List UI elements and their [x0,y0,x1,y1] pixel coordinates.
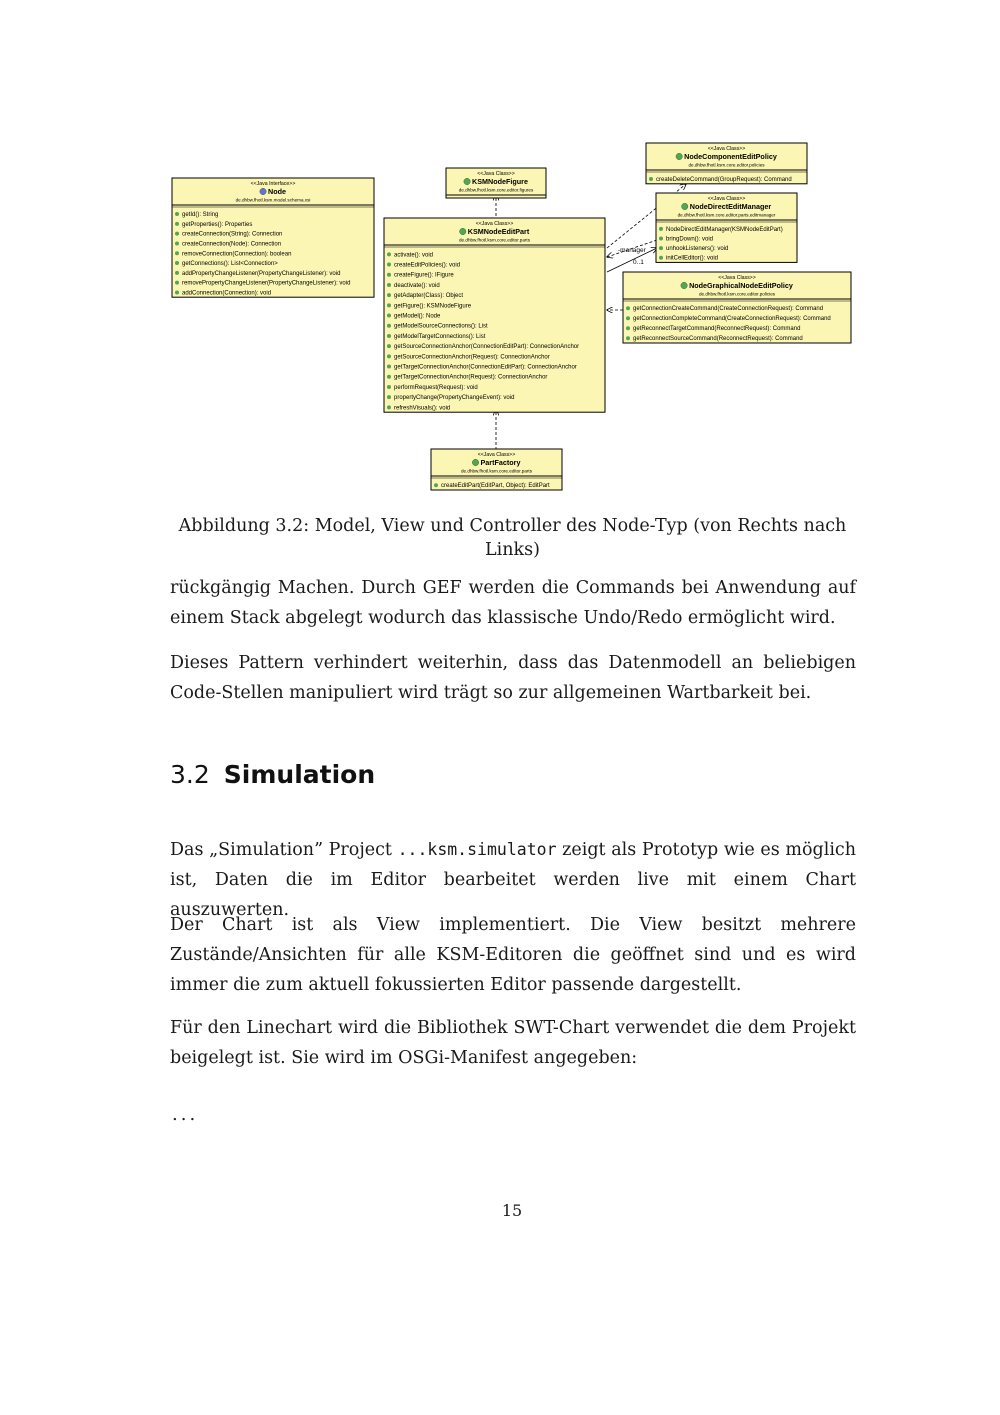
method-icon [387,314,391,318]
method-icon [387,252,391,256]
uml-class-editpart [384,218,605,412]
method-icon [175,212,179,216]
paragraph-pattern: Dieses Pattern verhindert weiterhin, dass das Datenmodell an beliebigen Code-Stellen manipuliert wird trägt so zur allgemeinen Wartbarkeit bei. [170,653,856,703]
class-package: de.dhbw.fhotl.ksm.core.editor.parts [459,237,530,243]
class-member: NodeDirectEditManager(KSMNodeEditPart) [666,226,783,233]
uml-class-node [172,178,374,297]
method-icon [175,290,179,294]
class-member: getModelSourceConnections(): List [394,323,488,330]
class-member: createConnection(Node): Connection [182,241,282,248]
uml-class-graphPolicy [623,272,851,343]
paragraph-swt-chart: Für den Linechart wird die Bibliothek SWT-Chart verwendet die dem Projekt beigelegt ist. Sie wird im OSGi-Manifest angegeben: [170,1018,856,1068]
class-icon [460,228,466,234]
class-stereotype: <<Java Class>> [477,452,516,458]
method-icon [626,336,630,340]
class-member: getAdapter(Class): Object [394,293,464,300]
class-member: getSourceConnectionAnchor(Request): ConnectionAnchor [394,354,550,361]
class-member: createConnection(String): Connection [182,231,283,238]
class-member: getReconnectSourceCommand(ReconnectRequest): Command [633,336,803,343]
method-icon [175,271,179,275]
class-name: KSMNodeEditPart [467,227,530,236]
class-icon [472,459,478,465]
method-icon [626,306,630,310]
class-icon [464,178,470,184]
class-stereotype: <<Java Class>> [707,196,746,202]
section-heading [170,760,375,789]
class-member: performRequest(Request): void [394,384,478,391]
method-icon [387,385,391,389]
method-icon [387,365,391,369]
association-multiplicity: 0..1 [633,259,644,266]
class-member: getTargetConnectionAnchor(Request): ConnectionAnchor [394,374,548,381]
paragraph-chart-view: Der Chart ist als View implementiert. Die View besitzt mehrere Zustände/Ansichten für alle KSM-Editoren die geöffnet sind und es wird immer die zum aktuell fokussierten Editor passende dargestellt. [170,915,856,995]
method-icon [387,344,391,348]
class-member: unhookListeners(): void [666,246,729,253]
page-number: 15 [501,1201,523,1220]
method-icon [387,273,391,277]
method-icon [387,354,391,358]
class-member: getFigure(): KSMNodeFigure [394,303,472,310]
uml-class-diagram [170,140,855,492]
paragraph-simulation-text-before: Das „Simulation” Project [170,840,398,860]
class-member: createFigure(): IFigure [394,272,454,279]
class-name: NodeComponentEditPolicy [684,152,777,161]
class-icon [676,153,682,159]
method-icon [626,326,630,330]
method-icon [387,263,391,267]
class-member: deactivate(): void [394,282,440,289]
method-icon [175,241,179,245]
method-icon [387,324,391,328]
class-name: PartFactory [480,458,521,467]
uml-class-compPolicy [646,143,807,184]
class-member: removePropertyChangeListener(PropertyChangeListener): void [182,280,351,287]
class-member: createDeleteCommand(GroupRequest): Command [656,177,792,184]
method-icon [175,232,179,236]
method-icon [387,375,391,379]
class-member: getProperties(): Properties [182,221,253,228]
class-member: initCellEditor(): void [666,255,719,262]
method-icon [626,316,630,320]
uml-classes [172,143,851,490]
uml-class-directEdit [656,193,797,262]
method-icon [387,334,391,338]
class-package: de.dhbw.fhotl.ksm.core.editor.parts.editmanager [677,212,776,218]
class-member: getModelTargetConnections(): List [394,333,486,340]
paragraph-undo-redo: rückgängig Machen. Durch GEF werden die Commands bei Anwendung auf einem Stack abgelegt wodurch das klassische Undo/Redo ermöglicht wird. [170,578,856,628]
method-icon [175,251,179,255]
class-stereotype: <<Java Class>> [475,221,514,227]
class-package: de.dhbw.fhotl.ksm.core.editor.figures [458,187,534,193]
class-member: getId(): String [182,212,219,219]
class-package: de.dhbw.fhotl.ksm.core.editor.policies [688,162,765,168]
method-icon [659,256,663,260]
method-icon [434,483,438,487]
uml-class-factory [431,449,562,490]
uml-class-figure [446,168,546,198]
class-member: createEditPart(EditPart, Object): EditPart [441,483,550,490]
method-icon [387,303,391,307]
method-icon [387,293,391,297]
method-icon [387,283,391,287]
class-stereotype: <<Java Class>> [707,146,746,152]
class-member: removeConnection(Connection): boolean [182,251,292,258]
class-member: addPropertyChangeListener(PropertyChangeListener): void [182,270,341,277]
class-icon [681,282,687,288]
code-ellipsis: ... [172,1104,199,1125]
method-icon [649,177,653,181]
class-member: getTargetConnectionAnchor(ConnectionEditPart): ConnectionAnchor [394,364,577,371]
method-icon [175,281,179,285]
class-icon [682,203,688,209]
class-package: de.dhbw.fhotl.ksm.core.editor.policies [698,291,776,297]
method-icon [387,395,391,399]
method-icon [659,246,663,250]
method-icon [387,405,391,409]
class-name: NodeDirectEditManager [689,202,772,211]
class-member: propertyChange(PropertyChangeEvent): void [394,395,515,402]
figure-caption: Abbildung 3.2: Model, View und Controller des Node-Typ (von Rechts nach Links) [178,516,847,560]
class-member: bringDown(): void [666,236,714,243]
class-member: getReconnectTargetCommand(ReconnectRequest): Command [633,326,801,333]
class-member: getSourceConnectionAnchor(ConnectionEditPart): ConnectionAnchor [394,344,580,351]
class-member: addConnection(Connection): void [182,290,272,297]
class-name: Node [268,187,286,196]
class-member: getConnectionCreateCommand(CreateConnectionRequest): Command [633,306,824,313]
method-icon [659,227,663,231]
association-role-label: -manager [618,247,646,254]
class-name: NodeGraphicalNodeEditPolicy [689,281,793,290]
class-member: refreshVisuals(): void [394,405,451,412]
interface-icon [260,188,266,194]
class-member: getModel(): Node [394,313,441,320]
method-icon [175,261,179,265]
section-title: Simulation [223,760,376,789]
code-package-name: ...ksm.simulator [397,840,557,859]
class-stereotype: <<Java Class>> [718,275,756,281]
method-icon [175,222,179,226]
method-icon [659,237,663,241]
class-package: de.dhbw.fhotl.ksm.model.schema.xsi [235,197,311,203]
section-number: 3.2 [170,760,210,789]
class-member: getConnections(): List<Connection> [182,261,278,268]
paragraph-simulation-text-after: zeigt als Prototyp wie es möglich ist, Daten die im Editor bearbeitet werden live mit einem Chart auszuwerten. [170,840,856,920]
class-member: activate(): void [394,252,434,259]
class-package: de.dhbw.fhotl.ksm.core.editor.parts [461,468,532,474]
class-stereotype: <<Java Class>> [477,171,515,177]
class-name: KSMNodeFigure [472,177,528,186]
class-stereotype: <<Java Interface>> [250,181,296,187]
class-member: getConnectionCompleteCommand(CreateConnectionRequest): Command [633,316,831,323]
class-member: createEditPolicies(): void [394,262,461,269]
